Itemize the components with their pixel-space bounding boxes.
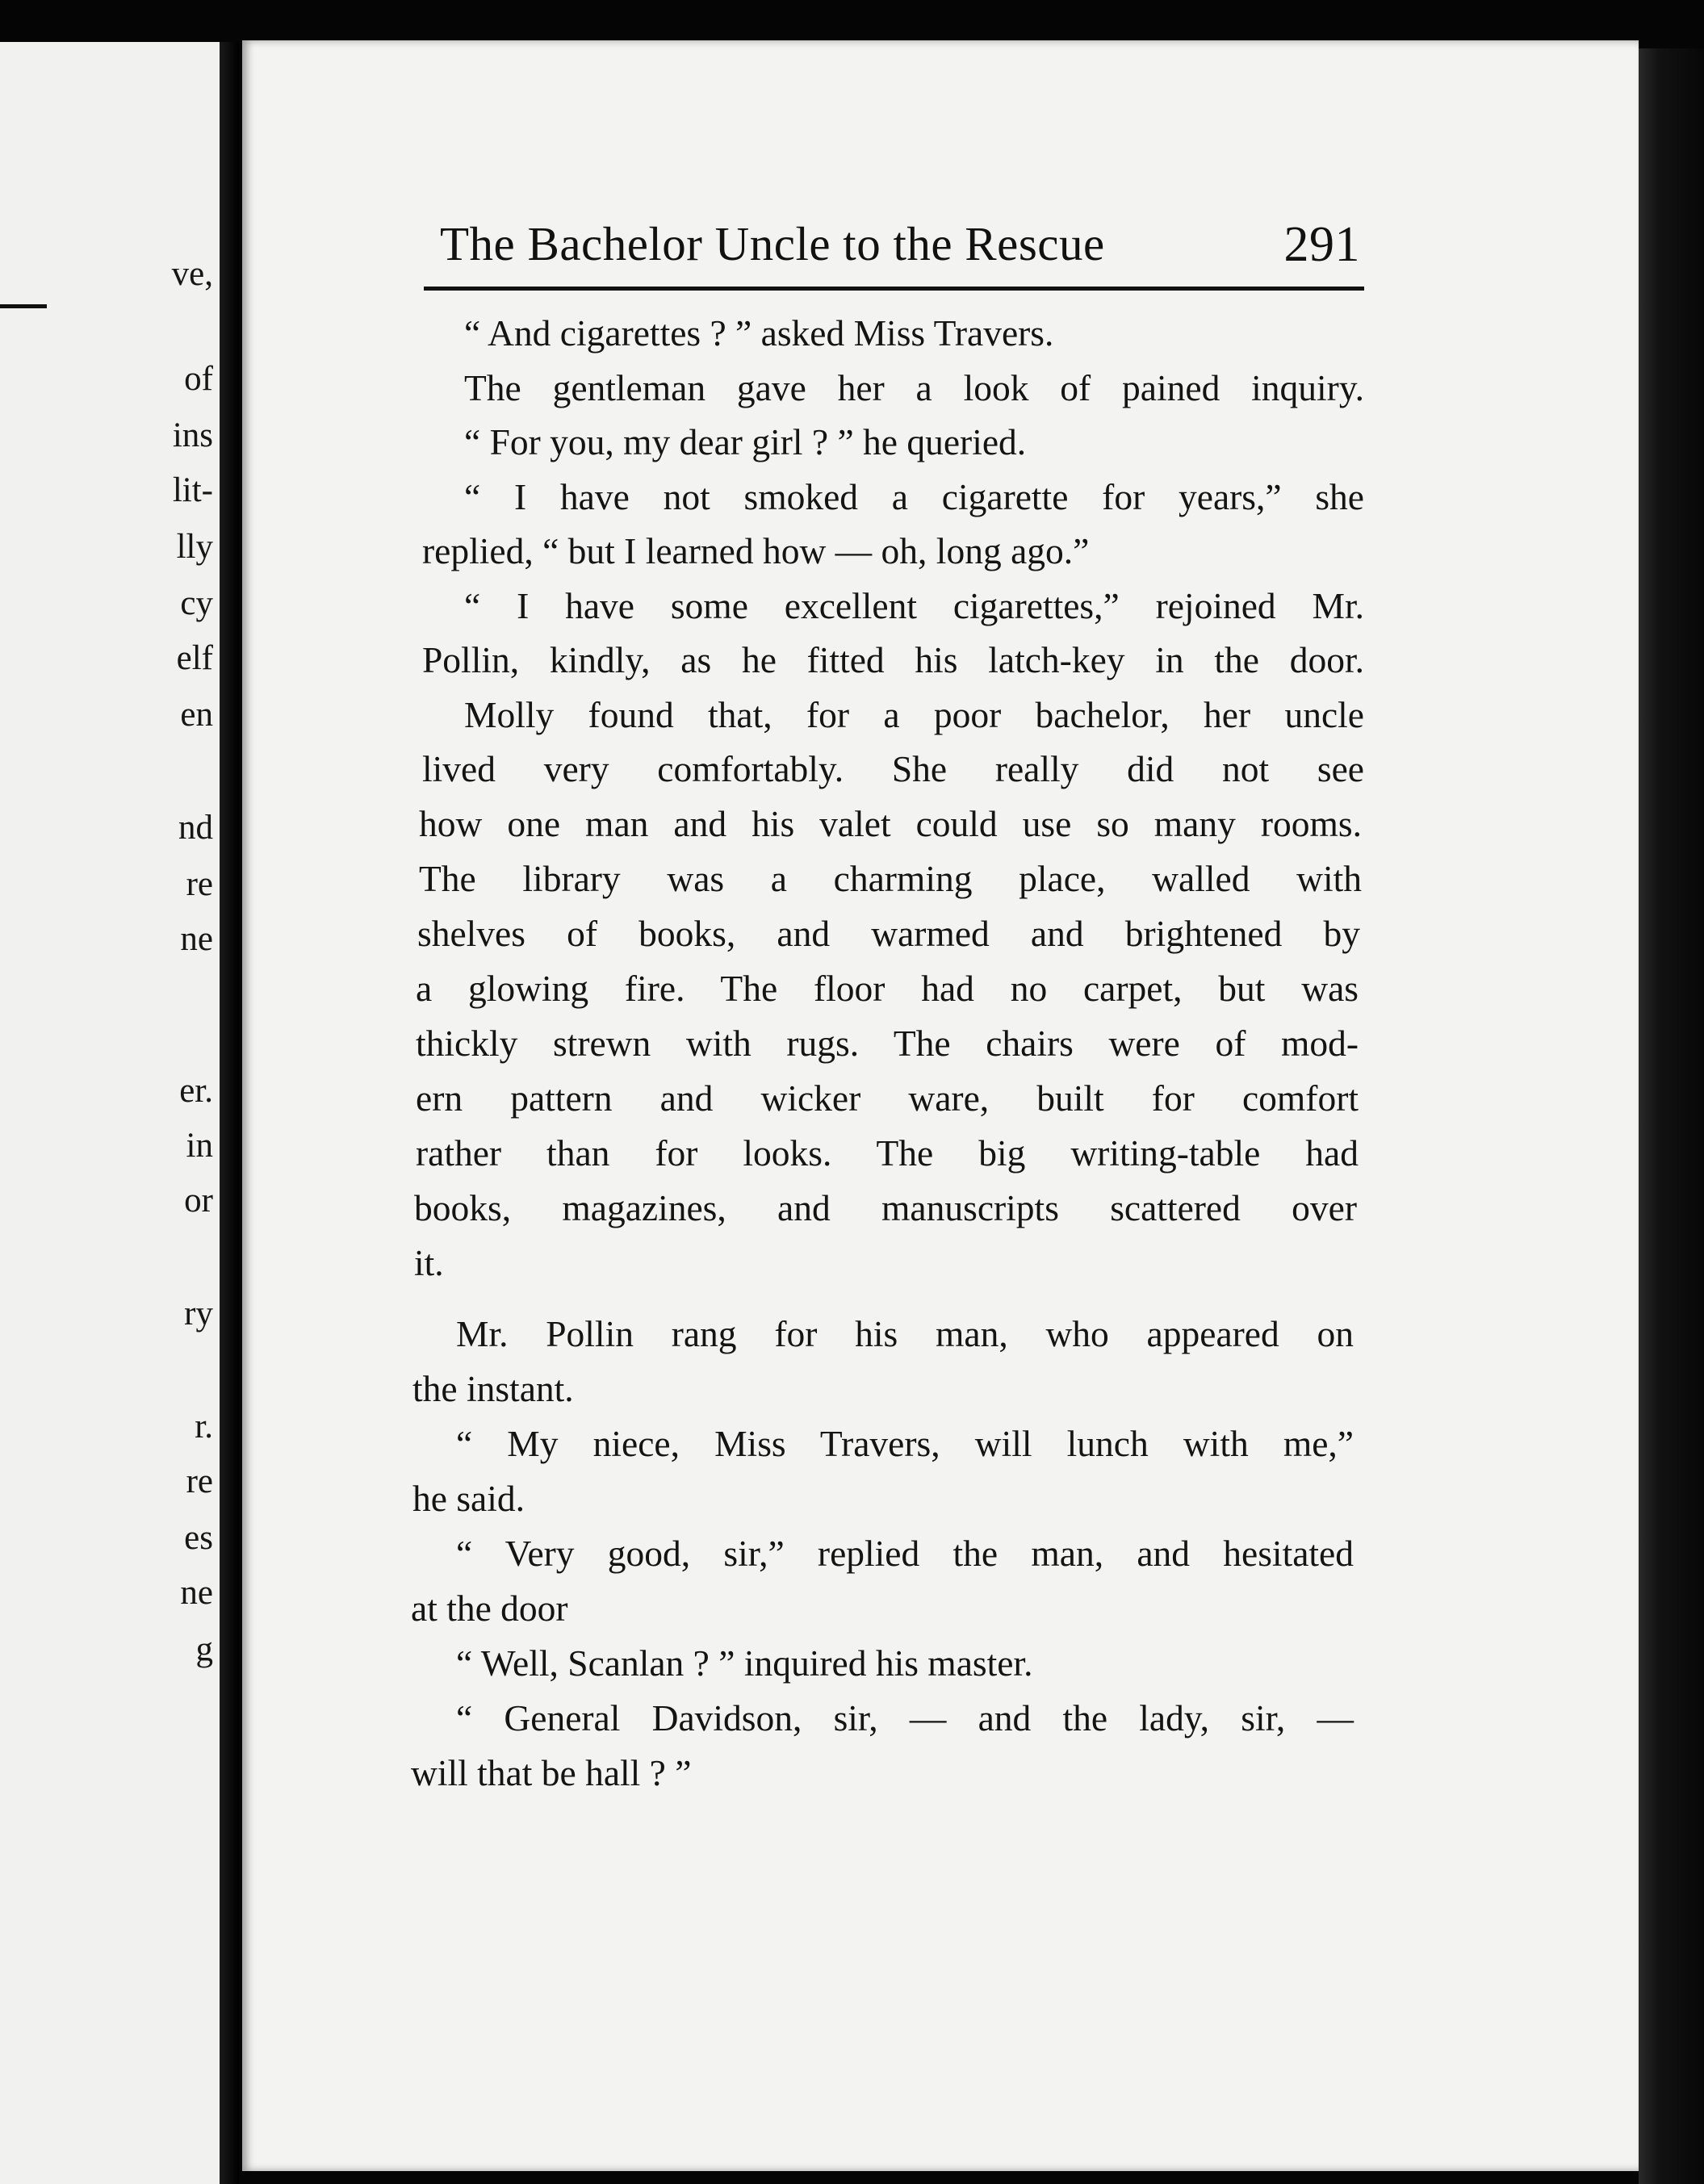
left-page-fragment: r.	[195, 1408, 213, 1446]
left-page-fragment: in	[186, 1127, 213, 1165]
left-page-fragment: elf	[176, 639, 213, 677]
left-facing-page	[0, 42, 220, 2184]
text-line: a glowing fire. The floor had no carpet, but was	[416, 968, 1359, 1009]
text-line: “ Very good, sir,” replied the man, and hesitated	[456, 1533, 1354, 1574]
left-page-fragment: lly	[176, 528, 213, 566]
text-line: The gentleman gave her a look of pained inquiry.	[464, 367, 1364, 408]
page-number: 291	[1283, 217, 1360, 272]
text-line: shelves of books, and warmed and brightened by	[417, 913, 1360, 954]
text-line: “ I have not smoked a cigarette for years,” she	[464, 476, 1364, 517]
text-line: “ General Davidson, sir, — and the lady, sir, —	[456, 1697, 1354, 1738]
text-line: “ I have some excellent cigarettes,” rejoined Mr.	[464, 585, 1364, 626]
text-line: he said.	[412, 1478, 525, 1519]
text-line: it.	[414, 1242, 444, 1283]
left-page-fragment: re	[186, 1462, 213, 1500]
left-page-fragment: er.	[179, 1072, 213, 1110]
text-line: Pollin, kindly, as he fitted his latch-key in the door.	[422, 639, 1364, 680]
text-line: “ For you, my dear girl ? ” he queried.	[464, 421, 1027, 462]
left-page-fragment: cy	[180, 584, 213, 622]
left-page-fragment: en	[180, 696, 213, 734]
left-page-fragment: lit-	[172, 471, 213, 509]
left-page-fragment: ne	[180, 1574, 213, 1612]
text-line: lived very comfortably. She really did not see	[422, 748, 1364, 789]
left-page-fragment: ve,	[171, 255, 213, 293]
running-head-title: The Bachelor Uncle to the Rescue	[440, 217, 1105, 270]
text-line: at the door	[411, 1588, 568, 1629]
left-page-fragment: ry	[184, 1295, 213, 1333]
text-line: the instant.	[412, 1368, 574, 1409]
text-line: how one man and his valet could use so many rooms.	[419, 803, 1362, 844]
left-page-fragment: ins	[172, 416, 213, 454]
gutter-shadow	[220, 42, 239, 2184]
text-line: “ And cigarettes ? ” asked Miss Travers.	[464, 312, 1054, 354]
running-head	[440, 216, 1360, 273]
text-line: books, magazines, and manuscripts scattered over	[414, 1187, 1357, 1228]
head-rule	[424, 287, 1364, 291]
text-line: “ Well, Scanlan ? ” inquired his master.	[456, 1642, 1033, 1684]
left-page-fragment: ne	[180, 920, 213, 958]
book-edge	[1639, 48, 1704, 2184]
text-line: will that be hall ? ”	[411, 1752, 692, 1793]
left-page-fragment: of	[184, 360, 213, 398]
left-page-rule	[0, 304, 47, 308]
left-page-fragment: nd	[178, 809, 213, 847]
text-line: thickly strewn with rugs. The chairs were of mod-	[416, 1023, 1359, 1064]
text-line: Mr. Pollin rang for his man, who appeared on	[456, 1313, 1354, 1354]
left-page-fragment: g	[195, 1630, 213, 1668]
left-page-fragment: es	[184, 1519, 213, 1557]
text-line: Molly found that, for a poor bachelor, her uncle	[464, 694, 1364, 735]
text-line: ern pattern and wicker ware, built for comfort	[416, 1077, 1359, 1119]
text-line: rather than for looks. The big writing-table had	[416, 1132, 1359, 1174]
text-line: The library was a charming place, walled with	[419, 858, 1362, 899]
left-page-fragment: re	[186, 865, 213, 903]
left-page-fragment: or	[184, 1182, 213, 1220]
text-line: replied, “ but I learned how — oh, long ago.”	[422, 530, 1090, 571]
text-line: “ My niece, Miss Travers, will lunch with me,”	[456, 1423, 1354, 1464]
